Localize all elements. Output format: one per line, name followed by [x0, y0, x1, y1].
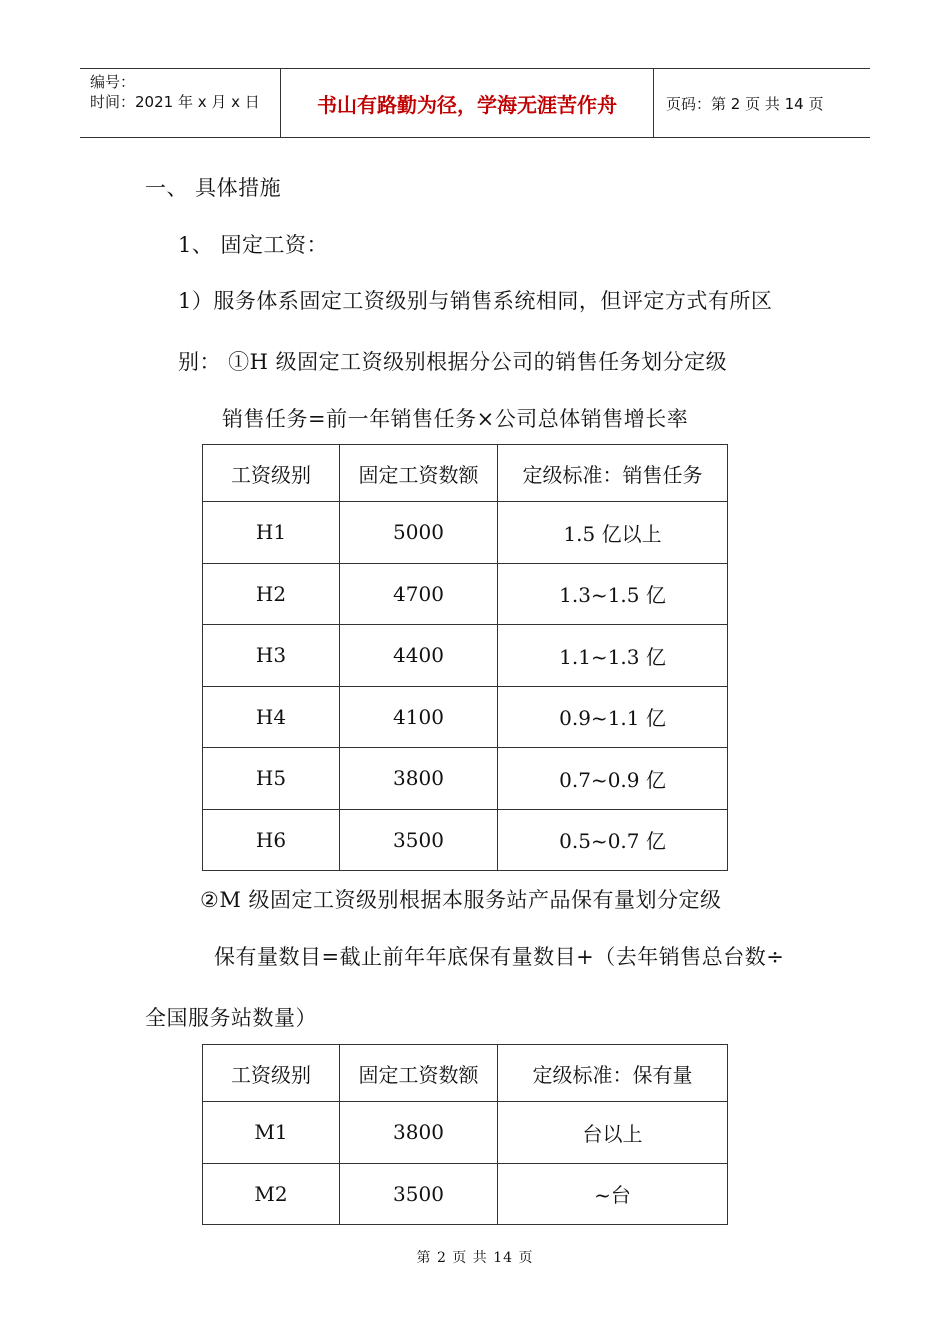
criteria-cell: 1.3~1.5 亿 — [498, 563, 728, 625]
salary-cell: 3800 — [340, 1102, 498, 1164]
table-row — [203, 809, 728, 871]
table-header-cell: 固定工资数额 — [340, 1045, 498, 1102]
salary-cell: 4100 — [340, 686, 498, 748]
header-page-info: 页码：第 2 页 共 14 页 — [666, 94, 824, 113]
criteria-cell: 1.5 亿以上 — [498, 502, 728, 564]
table-header-cell: 定级标准：保有量 — [498, 1045, 728, 1102]
salary-cell: 3500 — [340, 809, 498, 871]
table-header-cell: 固定工资数额 — [340, 445, 498, 502]
grade-cell: H1 — [203, 502, 340, 564]
document-date: 时间：2021 年 x 月 x 日 — [90, 93, 260, 111]
table-header-cell: 定级标准：销售任务 — [498, 445, 728, 502]
grade-cell: H3 — [203, 625, 340, 687]
table-header-cell: 工资级别 — [203, 1045, 340, 1102]
criteria-cell: 1.1~1.3 亿 — [498, 625, 728, 687]
formula-sales-task: 销售任务=前一年销售任务×公司总体销售增长率 — [222, 407, 689, 431]
criteria-cell: 0.7~0.9 亿 — [498, 748, 728, 810]
salary-cell: 4400 — [340, 625, 498, 687]
table-row — [203, 563, 728, 625]
grade-cell: H2 — [203, 563, 340, 625]
salary-cell: 3500 — [340, 1163, 498, 1225]
paragraph-line: ②M 级固定工资级别根据本服务站产品保有量划分定级 — [200, 888, 722, 912]
salary-cell: 3800 — [340, 748, 498, 810]
header-motto: 书山有路勤为径，学海无涯苦作舟 — [281, 69, 654, 137]
salary-cell: 4700 — [340, 563, 498, 625]
grade-cell: M2 — [203, 1163, 340, 1225]
formula-inventory: 保有量数目=截止前年年底保有量数目+（去年销售总台数÷ — [214, 945, 785, 969]
grade-cell: H4 — [203, 686, 340, 748]
table-row — [203, 1163, 728, 1225]
paragraph-line: 全国服务站数量） — [145, 1006, 317, 1030]
table-header-cell: 工资级别 — [203, 445, 340, 502]
header-meta-cell — [80, 69, 281, 137]
page-footer: 第 2 页 共 14 页 — [416, 1250, 534, 1266]
grade-cell: H5 — [203, 748, 340, 810]
section-heading: 一、 具体措施 — [145, 176, 282, 200]
paragraph-line: 别： ①H 级固定工资级别根据分公司的销售任务划分定级 — [178, 350, 728, 374]
table-header-row — [203, 1045, 728, 1102]
table-row — [203, 502, 728, 564]
page-header — [80, 68, 870, 138]
table-row — [203, 686, 728, 748]
subsection-heading: 1、 固定工资： — [178, 233, 329, 257]
criteria-cell: 0.5~0.7 亿 — [498, 809, 728, 871]
table-header-row — [203, 445, 728, 502]
m-level-salary-table — [202, 1044, 728, 1225]
table-row — [203, 625, 728, 687]
h-level-salary-table — [202, 444, 728, 871]
document-number-label: 编号： — [90, 73, 136, 91]
table-row — [203, 1102, 728, 1164]
criteria-cell: ~台 — [498, 1163, 728, 1225]
grade-cell: H6 — [203, 809, 340, 871]
header-page-info-cell — [654, 69, 870, 137]
grade-cell: M1 — [203, 1102, 340, 1164]
criteria-cell: 0.9~1.1 亿 — [498, 686, 728, 748]
criteria-cell: 台以上 — [498, 1102, 728, 1164]
salary-cell: 5000 — [340, 502, 498, 564]
table-row — [203, 748, 728, 810]
paragraph-line: 1）服务体系固定工资级别与销售系统相同，但评定方式有所区 — [178, 289, 773, 313]
